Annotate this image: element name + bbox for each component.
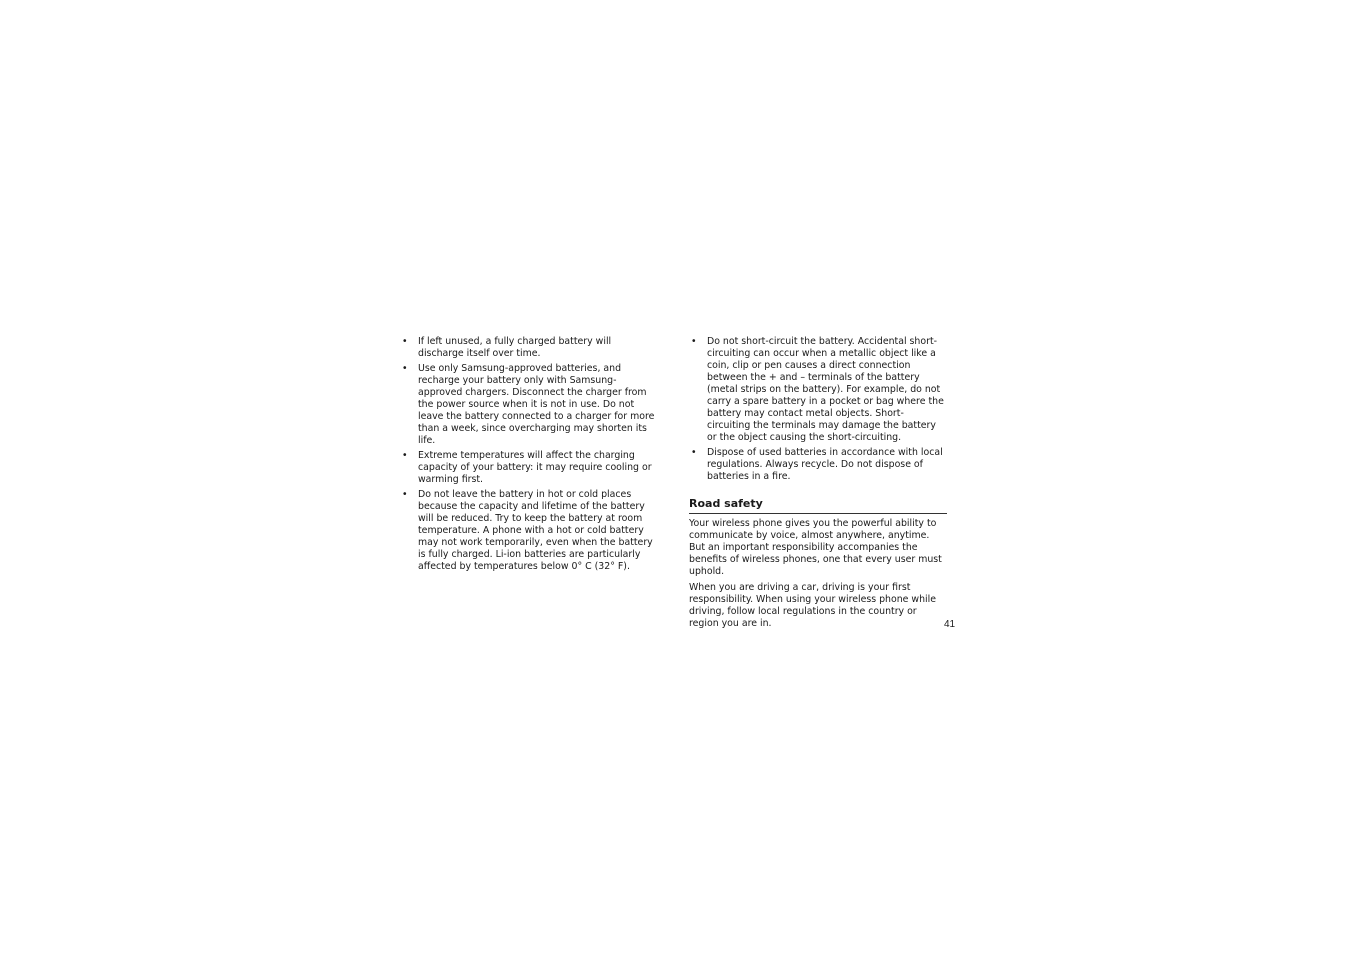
bullet-icon: • <box>402 489 408 500</box>
list-item <box>400 336 658 360</box>
left-column <box>400 336 658 576</box>
paragraph: When you are driving a car, driving is your first responsibility. When using your wireless phone while driving, follow local regulations in the country or region you are in. <box>689 582 937 629</box>
bullet-icon: • <box>691 447 697 458</box>
bullet-icon: • <box>402 450 408 461</box>
bullet-icon: • <box>402 336 408 347</box>
right-column <box>689 336 947 630</box>
bullet-icon: • <box>402 363 408 374</box>
list-item <box>400 450 658 486</box>
bullet-icon: • <box>691 336 697 347</box>
paragraph: Your wireless phone gives you the powerful ability to communicate by voice, almost anywhere, anytime. But an important responsibility accompanies the benefits of wireless phones, one that every user must uphold. <box>689 518 942 577</box>
list-item-text: Do not short-circuit the battery. Accidental short-circuiting can occur when a metallic object like a coin, clip or pen causes a direct connection between the + and – terminals of the battery (metal strips on the battery). For example, do not carry a spare battery in a pocket or bag where the battery may contact metal objects. Short-circuiting the terminals may damage the battery or the object causing the short-circuiting. <box>707 336 944 443</box>
section-heading: Road safety <box>689 497 947 514</box>
list-item-text: Extreme temperatures will affect the charging capacity of your battery: it may require cooling or warming first. <box>418 450 652 485</box>
list-item-text: Use only Samsung-approved batteries, and recharge your battery only with Samsung-approved chargers. Disconnect the charger from the power source when it is not in use. Do not leave the battery connected to a charger for more than a week, since overcharging may shorten its life. <box>418 363 655 446</box>
battery-warnings-list <box>689 336 947 483</box>
page-number: 41 <box>944 619 956 630</box>
list-item <box>400 489 658 573</box>
list-item <box>400 363 658 447</box>
list-item-text: If left unused, a fully charged battery will discharge itself over time. <box>418 336 612 359</box>
battery-tips-list <box>400 336 658 573</box>
list-item-text: Do not leave the battery in hot or cold places because the capacity and lifetime of the battery will be reduced. Try to keep the battery at room temperature. A phone with a hot or cold battery may not work temporarily, even when the battery is fully charged. Li-ion batteries are particularly affected by temperatures below 0° C (32° F). <box>418 489 653 572</box>
list-item <box>689 336 947 444</box>
list-item-text: Dispose of used batteries in accordance with local regulations. Always recycle. Do not dispose of batteries in a fire. <box>707 447 943 482</box>
list-item <box>689 447 947 483</box>
